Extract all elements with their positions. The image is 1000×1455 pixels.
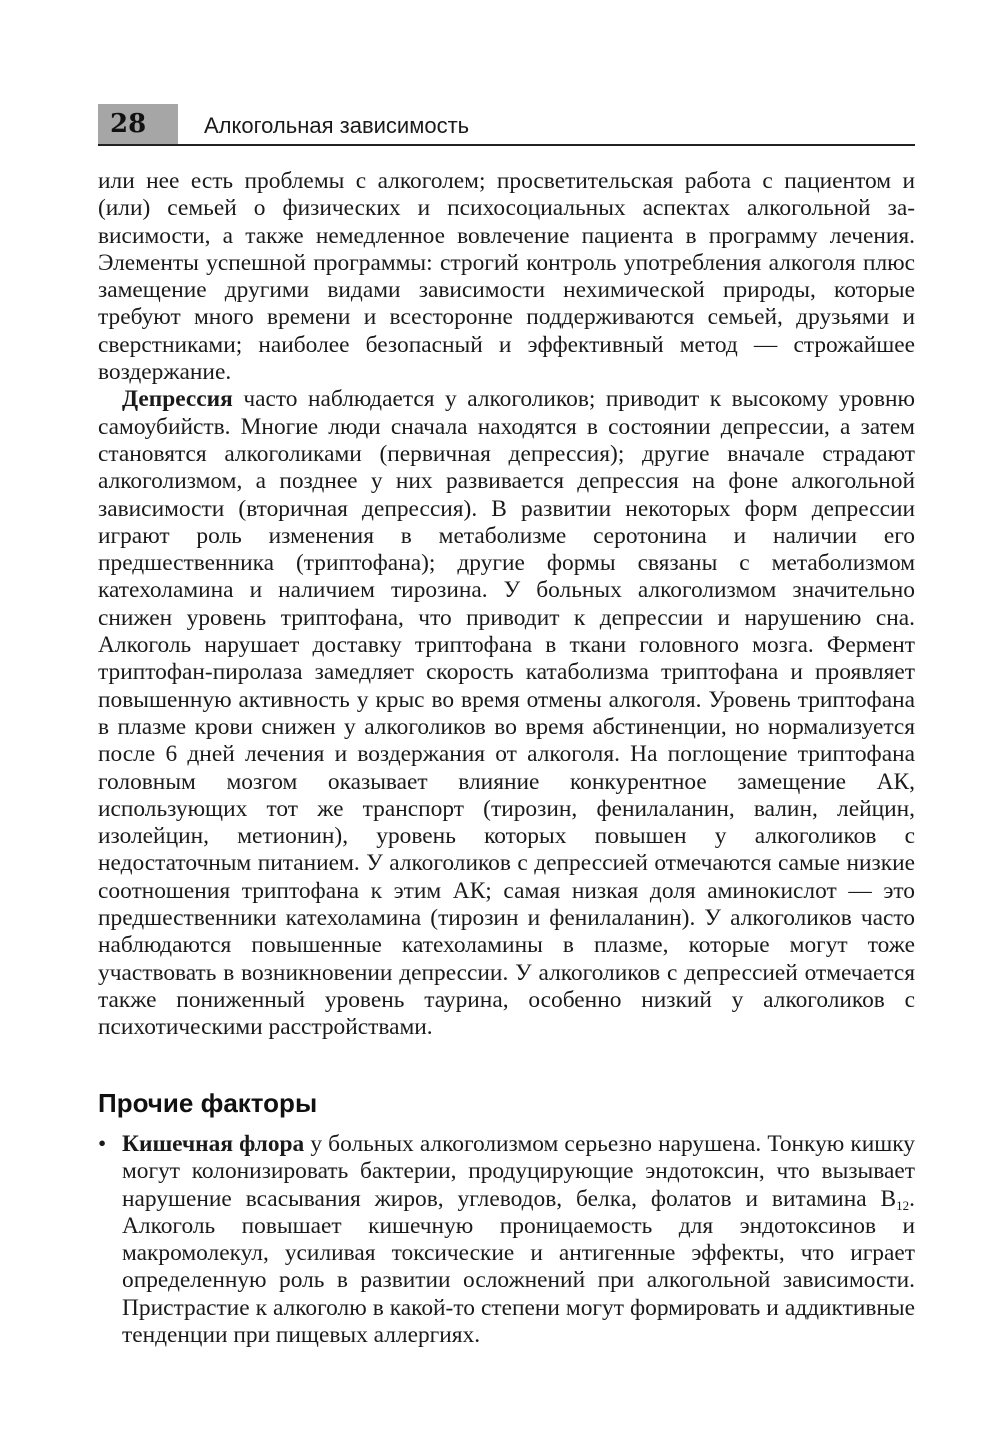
bullet-text-part1: у больных алкоголизмом серьезно нарушена. Тонкую кишку могут колонизировать бактерии, продуцирующие эндотоксин, что вызывает нарушение всасывания жиров, углеводов, белка, фолатов и витамина B [122,1131,915,1212]
bullet-list [98,1131,915,1349]
subscript-12: 12 [896,1197,910,1213]
paragraph-continuation: или нее есть проблемы с алкоголем; просветительская работа с пациентом и (или) семьей о физических и психосоциальных аспектах алкогольной зависимости, а также немедленное вовлечение пациента в программу лечения. Элементы успешной программы: строгий контроль употребления алкоголя плюс замещение другими видами зависимости нехимической природы, которые требуют много времени и всесторонне поддерживаются семьей, друзьями и сверстниками; наиболее безопасный и эффективный метод — строжайшее воздержание. [98,168,915,386]
bullet-marker: • [98,1131,107,1157]
section-heading: Прочие факторы [98,1088,318,1118]
term-depression: Депрессия [122,386,233,413]
bullet-text-part2: . Алкоголь повышает кишечную проницаемость для эндотоксинов и макромолекул, усиливая токсические и антигенные эффекты, что играет определенную роль в развитии осложнений при алкогольной зависимости. Пристрастие к алкоголю в какой-то степени могут формировать и аддиктивные тенденции при пищевых аллергиях. [122,1185,915,1349]
running-title: Алкогольная зависимость [204,113,470,138]
main-text [98,168,915,1042]
term-intestinal-flora: Кишечная флора [122,1131,305,1157]
page-number: 28 [98,104,178,144]
page-header [98,104,915,146]
list-item [98,1131,915,1349]
paragraph-depression-text: часто наблюдается у алкоголиков; приводит к высокому уровню самоубийств. Многие люди сначала находятся в состоянии депрессии, а затем становятся алкоголиками (первичная депрессия); другие вначале страдают алкоголизмом, а позднее у них развивается депрессия на фоне алкогольной зависимости (вторичная депрессия). В развитии некоторых форм депрессии играют роль изменения в метаболизме серотонина и наличии его предшественника (триптофана); другие формы связаны с метаболизмом катехоламина и наличием тирозина. У больных алкоголизмом значительно снижен уровень триптофана, что приводит к депрессии и нарушению сна. Алкоголь нарушает доставку триптофана в ткани головного мозга. Фермент триптофан-пиролаза замедляет скорость катаболизма триптофана и проявляет повышенную активность у крыс во время отмены алкоголя. Уровень триптофана в плазме крови снижен у алкоголиков во время абстиненции, но нормализуется после 6 дней лечения и воздержания от алкоголя. На поглощение триптофана головным мозгом оказывает влияние конкурентное замещение АК, использующих тот же транспорт (тирозин, фенилаланин, валин, лейцин, изолейцин, метионин), уровень которых повышен у алкоголиков с недостаточным питанием. У алкоголиков с депрессией отмечаются самые низкие соотношения триптофана к этим АК; самая низкая доля аминокислот — это предшественники катехоламина (тирозин и фенилаланин). У алкоголиков часто наблюдаются повышенные катехоламины в плазме, которые могут тоже участвовать в возникновении депрессии. У алкоголиков с депрессией отмечается также пониженный уровень таурина, особенно низкий у алкоголиков с психотическими расстройствами. [98,386,915,1041]
paragraph-depression [98,386,915,1041]
